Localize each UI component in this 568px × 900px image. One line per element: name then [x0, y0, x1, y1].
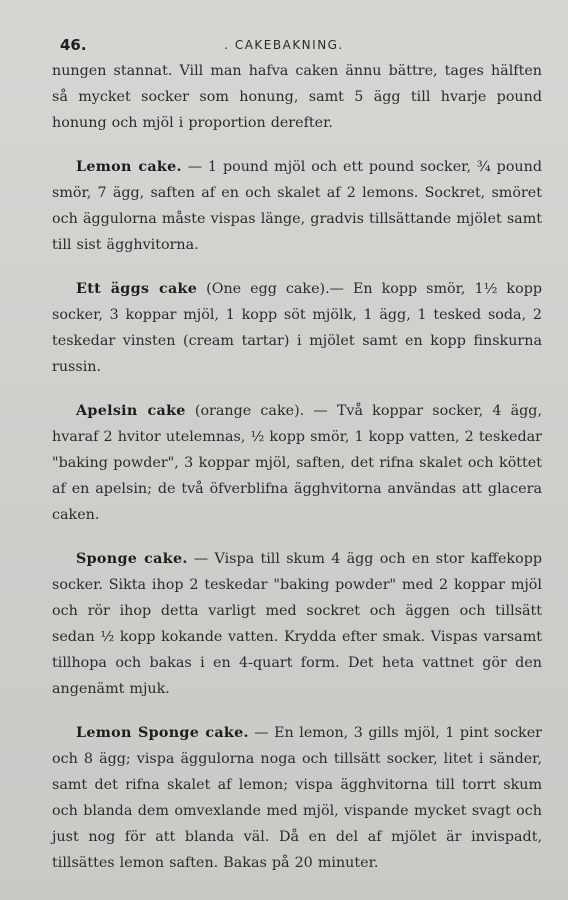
recipe-text: (One egg cake).— En kopp smör, 1½ kopp socker, 3 koppar mjöl, 1 kopp söt mjölk, 1 ägg, 1 tesked soda, 2 teskedar vinsten (cream tartar) i mjölet samt en kopp finskurna russin.	[52, 281, 542, 375]
recipe-text: — Vispa till skum 4 ägg och en stor kaffekopp socker. Sikta ihop 2 teskedar "baking powder" med 2 koppar mjöl och rör ihop detta varligt med sockret och äggen och tillsätt sedan ½ kopp kokande vatten. Krydda efter smak. Vispas varsamt tillhopa och bakas i en 4-quart form. Det heta vattnet gör den angenämt mjuk.	[52, 551, 543, 697]
recipe-text: — En lemon, 3 gills mjöl, 1 pint socker och 8 ägg; vispa äggulorna noga och tillsätt socker, litet i sänder, samt det rifna skalet af lemon; vispa ägghvitorna till torrt skum och blanda dem omvexlande med mjöl, vispande mycket svagt och just nog för att blanda väl. Då en del af mjölet är invispadt, tillsättes lemon saften. Bakas på 20 minuter.	[52, 725, 542, 871]
recipe-title: Lemon Sponge cake.	[76, 725, 249, 741]
recipe-title: Lemon cake.	[76, 159, 182, 175]
recipe-title: Apelsin cake	[76, 403, 186, 419]
running-head	[0, 36, 568, 58]
body-text	[52, 58, 542, 876]
recipe-lemon-sponge-cake	[52, 720, 542, 876]
recipe-title: Sponge cake.	[76, 551, 188, 567]
recipe-lemon-cake	[52, 154, 542, 258]
running-title: . CAKEBAKNING.	[224, 38, 344, 52]
recipe-text: — 1 pound mjöl och ett pound socker, ¾ pound smör, 7 ägg, saften af en och skalet af 2 lemons. Sockret, smöret och äggulorna måste vispas länge, gradvis tillsättande mjölet samt till sist ägghvitorna.	[52, 159, 542, 253]
recipe-one-egg-cake	[52, 276, 542, 380]
recipe-text: (orange cake). — Två koppar socker, 4 ägg, hvaraf 2 hvitor utelemnas, ½ kopp smör, 1 kopp vatten, 2 teskedar "baking powder", 3 koppar mjöl, saften, det rifna skalet och köttet af en apelsin; de två öfverblifna ägghvitorna användas att glacera caken.	[52, 403, 543, 523]
page-number: 46.	[60, 36, 87, 54]
paragraph-text: nungen stannat. Vill man hafva caken ännu bättre, tages hälften så mycket socker som honung, samt 5 ägg till hvarje pound honung och mjöl i proportion derefter.	[52, 63, 542, 131]
paragraph-continuation	[52, 58, 542, 136]
recipe-sponge-cake	[52, 546, 542, 702]
recipe-title: Ett äggs cake	[76, 281, 198, 297]
recipe-orange-cake	[52, 398, 542, 528]
